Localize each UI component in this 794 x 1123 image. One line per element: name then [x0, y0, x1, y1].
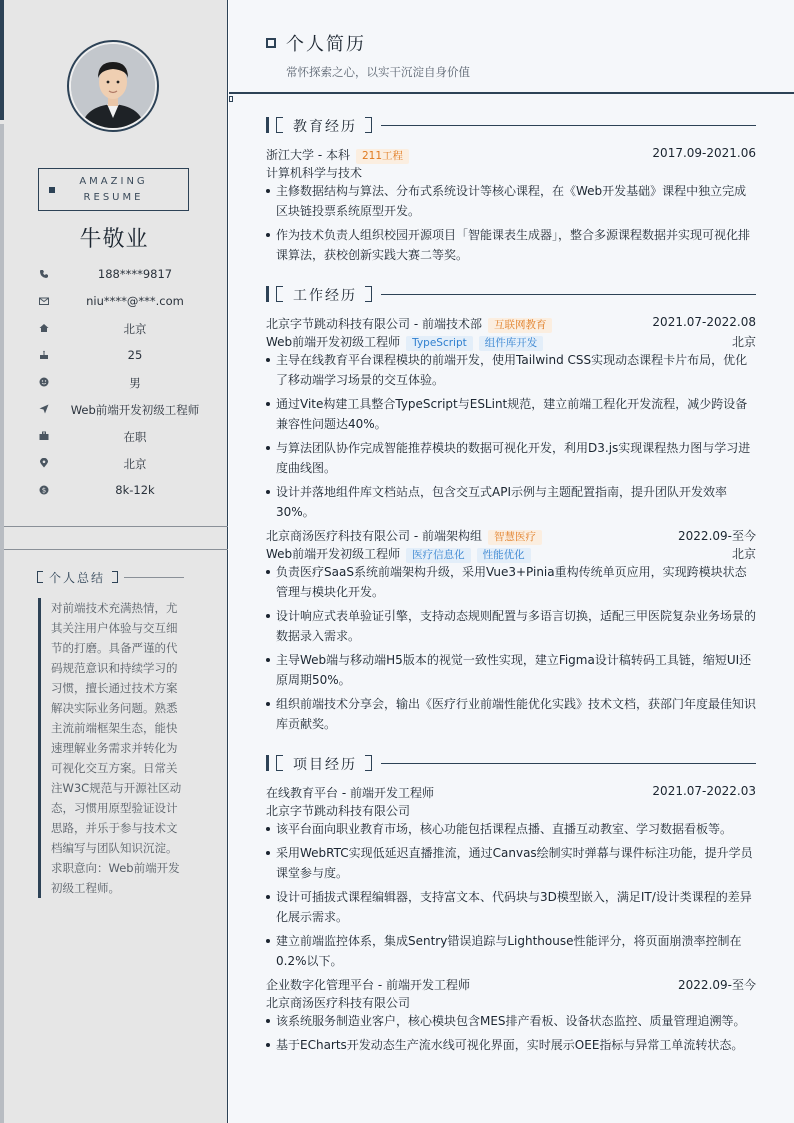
- avatar-frame: [67, 40, 159, 132]
- svg-text:$: $: [41, 486, 47, 495]
- job-role: Web前端开发初级工程师: [266, 335, 401, 349]
- section-heading-projects: [266, 755, 756, 773]
- info-value: 在职: [123, 430, 147, 444]
- info-position: [34, 400, 214, 427]
- project-date: 2021.07-2022.03: [652, 784, 756, 798]
- project-bullets: [266, 1011, 758, 1059]
- job-badge: 智慧医疗: [488, 530, 542, 545]
- job-tag: 组件库开发: [479, 336, 544, 351]
- avatar: [71, 44, 155, 128]
- section-heading-education: [266, 117, 756, 135]
- main-content: [229, 0, 794, 1123]
- job-tag: 性能优化: [477, 548, 531, 563]
- sidebar-divider: [4, 549, 228, 550]
- summary-rule: [124, 577, 184, 578]
- project-company: 北京字节跳动科技有限公司: [266, 804, 411, 818]
- info-value: niu****@***.com: [86, 294, 184, 308]
- job-city: 北京: [731, 547, 756, 561]
- list-item: 采用WebRTC实现低延迟直播推流，通过Canvas绘制实时弹幕与课件标注功能，提升学员课堂参与度。: [266, 843, 758, 883]
- location-icon: [38, 458, 50, 470]
- sidebar-accent-strip: [0, 0, 4, 120]
- page-subtitle: 常怀探索之心，以实干沉淀自身价值: [286, 65, 470, 79]
- job-header: [266, 527, 756, 544]
- tag-line-2: RESUME: [83, 192, 144, 203]
- project-name: 在线教育平台 - 前端开发工程师: [266, 786, 434, 800]
- face-icon: [38, 377, 50, 389]
- job-company-line: [266, 315, 552, 333]
- section-title: 工作经历: [293, 288, 357, 304]
- info-value: 188****9817: [97, 267, 173, 281]
- contact-info-list: [34, 265, 214, 508]
- info-age: [34, 346, 214, 373]
- section-rule: [381, 125, 756, 126]
- summary-heading: [37, 569, 187, 585]
- education-major-line: [266, 164, 756, 181]
- bracket-right: [365, 117, 372, 133]
- info-gender: [34, 373, 214, 400]
- info-value: 男: [129, 376, 141, 390]
- bracket-left: [276, 286, 283, 302]
- school-name: 浙江大学 - 本科: [266, 148, 350, 162]
- sidebar-accent-strip-light: [0, 124, 4, 1123]
- cake-icon: [38, 350, 50, 362]
- header-rule: [229, 92, 794, 94]
- page-title: [266, 30, 366, 56]
- job-company: 北京字节跳动科技有限公司 - 前端技术部: [266, 317, 482, 331]
- project-bullets: [266, 819, 758, 975]
- info-status: [34, 427, 214, 454]
- list-item: 基于ECharts开发动态生产流水线可视化界面，实时展示OEE指标与异常工单流转状态。: [266, 1035, 758, 1055]
- list-item: 设计并落地组件库文档站点，包含交互式API示例与主题配置指南，提升团队开发效率30%。: [266, 482, 758, 522]
- section-title: 项目经历: [293, 757, 357, 773]
- list-item: 该平台面向职业教育市场，核心功能包括课程点播、直播互动教室、学习数据看板等。: [266, 819, 758, 839]
- education-bullets: [266, 181, 758, 269]
- tag-dot: [49, 187, 55, 193]
- candidate-name: 牛敬业: [79, 227, 149, 252]
- mail-icon: [38, 296, 50, 308]
- info-value: 25: [127, 348, 143, 362]
- list-item: 组织前端技术分享会，输出《医疗行业前端性能优化实践》技术文档，获部门年度最佳知识库贡献奖。: [266, 694, 758, 734]
- school-badge: 211工程: [356, 149, 409, 164]
- bracket-right: [365, 755, 372, 771]
- job-company: 北京商汤医疗科技有限公司 - 前端架构组: [266, 529, 482, 543]
- project-name: 企业数字化管理平台 - 前端开发工程师: [266, 978, 470, 992]
- job-role-line: [266, 545, 756, 562]
- project-company: 北京商汤医疗科技有限公司: [266, 996, 411, 1010]
- bracket-left: [276, 117, 283, 133]
- list-item: 设计可插拔式课程编辑器，支持富文本、代码块与3D模型嵌入，满足IT/设计类课程的差异化展示需求。: [266, 887, 758, 927]
- info-value: 北京: [123, 457, 147, 471]
- project-header: [266, 784, 756, 801]
- list-item: 该系统服务制造业客户，核心模块包含MES排产看板、设备状态监控、质量管理追溯等。: [266, 1011, 758, 1031]
- avatar-photo: [71, 44, 155, 128]
- info-value: Web前端开发初级工程师: [70, 403, 200, 417]
- section-rule: [381, 294, 756, 295]
- project-company-line: [266, 802, 756, 819]
- education-header: [266, 146, 756, 163]
- header-marker: [229, 96, 233, 102]
- info-value: 8k-12k: [115, 483, 155, 497]
- section-heading-work: [266, 286, 756, 304]
- list-item: 负责医疗SaaS系统前端架构升级，采用Vue3+Pinia重构传统单页应用，实现跨模块状态管理与模块化开发。: [266, 562, 758, 602]
- job-date: 2021.07-2022.08: [652, 315, 756, 329]
- list-item: 设计响应式表单验证引擎，支持动态规则配置与多语言切换，适配三甲医院复杂业务场景的数据录入需求。: [266, 606, 758, 646]
- list-item: 与算法团队协作完成智能推荐模块的数据可视化开发，利用D3.js实现课程热力图与学习进度曲线图。: [266, 438, 758, 478]
- bracket-right: [112, 571, 118, 583]
- briefcase-icon: [38, 431, 50, 443]
- job-date: 2022.09-至今: [678, 529, 756, 543]
- job-city: 北京: [731, 335, 756, 349]
- education-date: 2017.09-2021.06: [652, 146, 756, 160]
- bracket-left: [276, 755, 283, 771]
- education-major: 计算机科学与技术: [266, 166, 363, 180]
- sidebar-divider: [4, 526, 228, 527]
- job-role-line: [266, 333, 756, 350]
- info-email: [34, 292, 214, 319]
- list-item: 主导在线教育平台课程模块的前端开发，使用Tailwind CSS实现动态课程卡片布局，优化了移动端学习场景的交互体验。: [266, 350, 758, 390]
- section-bar: [266, 755, 269, 771]
- resume-tag-box: [38, 168, 189, 211]
- page-title-text: 个人简历: [286, 34, 366, 55]
- info-location: [34, 454, 214, 481]
- list-item: 主修数据结构与算法、分布式系统设计等核心课程，在《Web开发基础》课程中独立完成区块链投票系统原型开发。: [266, 181, 758, 221]
- job-badge: 互联网教育: [488, 318, 553, 333]
- send-icon: [38, 404, 50, 416]
- education-school-line: [266, 146, 409, 164]
- list-item: 建立前端监控体系，集成Sentry错误追踪与Lighthouse性能评分，将页面崩溃率控制在0.2%以下。: [266, 931, 758, 971]
- section-rule: [381, 763, 756, 764]
- project-date: 2022.09-至今: [678, 978, 756, 992]
- section-bar: [266, 286, 269, 302]
- section-bar: [266, 117, 269, 133]
- list-item: 通过Vite构建工具整合TypeScript与ESLint规范，建立前端工程化开发流程，减少跨设备兼容性问题达40%。: [266, 394, 758, 434]
- tag-line-1: AMAZING: [79, 176, 148, 187]
- job-company-line: [266, 527, 542, 545]
- bracket-right: [365, 286, 372, 302]
- job-role-group: [266, 333, 543, 351]
- summary-text: 对前端技术充满热情，尤其关注用户体验与交互细节的打磨。具备严谨的代码规范意识和持续学习的习惯，擅长通过技术方案解决实际业务问题。熟悉主流前端框架生态，能快速理解业务需求并转化为可视化交互方案。日常关注W3C规范与开源社区动态，习惯用原型验证设计思路，并乐于参与技术文档编写与团队知识沉淀。求职意向：Web前端开发初级工程师。: [38, 598, 188, 898]
- job-role-group: [266, 545, 531, 563]
- job-bullets: [266, 350, 758, 526]
- info-salary: [34, 481, 214, 508]
- title-square-icon: [266, 38, 276, 48]
- home-icon: [38, 323, 50, 335]
- project-header: [266, 976, 756, 993]
- summary-title: 个人总结: [49, 571, 106, 585]
- section-title: 教育经历: [293, 119, 357, 135]
- job-tag: 医疗信息化: [406, 548, 471, 563]
- bracket-left: [37, 571, 43, 583]
- job-header: [266, 315, 756, 332]
- phone-icon: [38, 269, 50, 281]
- list-item: 主导Web端与移动端H5版本的视觉一致性实现，建立Figma设计稿转码工具链，缩短UI还原周期50%。: [266, 650, 758, 690]
- job-tag: TypeScript: [406, 336, 473, 351]
- project-company-line: [266, 994, 756, 1011]
- sidebar: [0, 0, 228, 1123]
- money-icon: [38, 485, 50, 497]
- list-item: 作为技术负责人组织校园开源项目「智能课表生成器」，整合多源课程数据并实现可视化排课算法，获校创新实践大赛二等奖。: [266, 225, 758, 265]
- job-role: Web前端开发初级工程师: [266, 547, 401, 561]
- info-value: 北京: [123, 322, 147, 336]
- info-phone: [34, 265, 214, 292]
- info-home: [34, 319, 214, 346]
- job-bullets: [266, 562, 758, 738]
